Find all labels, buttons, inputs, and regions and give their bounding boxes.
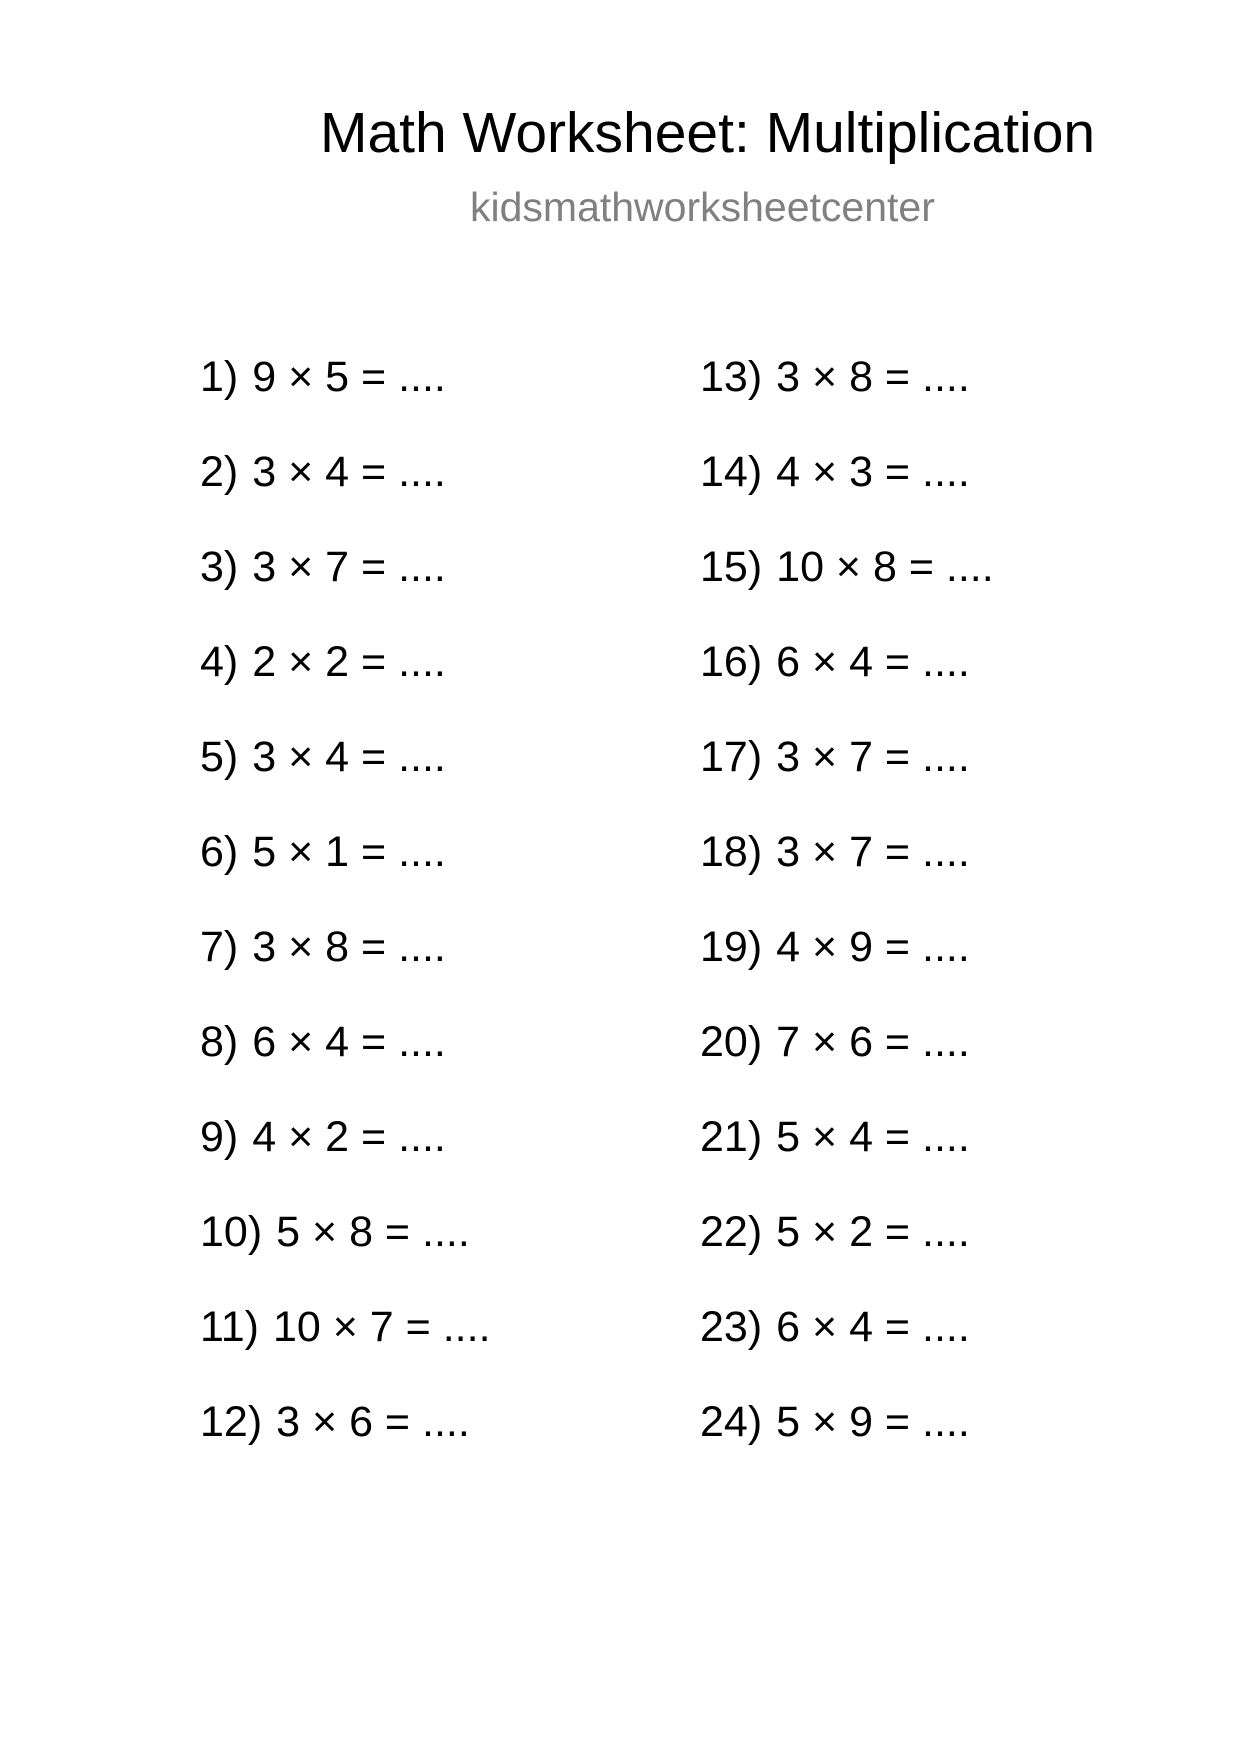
problem-15 (700, 538, 1160, 633)
problem-number: 22) (700, 1208, 763, 1256)
problem-number: 7) (200, 923, 239, 971)
problem-expression: 3 × 7 = .... (776, 828, 970, 876)
problem-8 (200, 1013, 660, 1108)
problem-2 (200, 443, 660, 538)
problem-21 (700, 1108, 1160, 1203)
problem-number: 18) (700, 828, 763, 876)
problem-expression: 4 × 3 = .... (776, 448, 970, 496)
problem-number: 17) (700, 733, 763, 781)
problem-expression: 5 × 9 = .... (776, 1398, 970, 1446)
worksheet-subtitle: kidsmathworksheetcenter (470, 184, 935, 230)
problem-expression: 3 × 7 = .... (776, 733, 970, 781)
problem-18 (700, 823, 1160, 918)
problem-number: 5) (200, 733, 239, 781)
problem-number: 8) (200, 1018, 239, 1066)
problem-expression: 3 × 7 = .... (252, 543, 446, 591)
problem-number: 1) (200, 353, 239, 401)
problem-expression: 10 × 8 = .... (776, 543, 994, 591)
problem-3 (200, 538, 660, 633)
problem-expression: 6 × 4 = .... (776, 638, 970, 686)
problem-column-right (700, 348, 1160, 1488)
problem-number: 4) (200, 638, 239, 686)
problem-number: 19) (700, 923, 763, 971)
problem-6 (200, 823, 660, 918)
problem-expression: 5 × 4 = .... (776, 1113, 970, 1161)
problem-expression: 3 × 4 = .... (252, 733, 446, 781)
problem-23 (700, 1298, 1160, 1393)
problem-13 (700, 348, 1160, 443)
problem-expression: 6 × 4 = .... (776, 1303, 970, 1351)
problem-10 (200, 1203, 660, 1298)
problem-16 (700, 633, 1160, 728)
problem-expression: 2 × 2 = .... (252, 638, 446, 686)
problem-number: 6) (200, 828, 239, 876)
problem-expression: 3 × 8 = .... (252, 923, 446, 971)
problem-expression: 4 × 2 = .... (252, 1113, 446, 1161)
problem-number: 12) (200, 1398, 263, 1446)
problem-17 (700, 728, 1160, 823)
problem-expression: 6 × 4 = .... (252, 1018, 446, 1066)
problem-5 (200, 728, 660, 823)
problem-7 (200, 918, 660, 1013)
problem-number: 16) (700, 638, 763, 686)
problem-expression: 10 × 7 = .... (272, 1303, 491, 1351)
problem-number: 3) (200, 543, 239, 591)
problem-column-left (200, 348, 660, 1488)
problem-11 (200, 1298, 660, 1393)
problem-number: 15) (700, 543, 763, 591)
problem-19 (700, 918, 1160, 1013)
problem-number: 21) (700, 1113, 763, 1161)
problem-expression: 4 × 9 = .... (776, 923, 970, 971)
problem-number: 14) (700, 448, 763, 496)
worksheet-title: Math Worksheet: Multiplication (320, 101, 1096, 165)
problem-expression: 5 × 8 = .... (276, 1208, 470, 1256)
problem-number: 11) (200, 1303, 259, 1351)
problem-12 (200, 1393, 660, 1488)
problem-number: 13) (700, 353, 763, 401)
problem-number: 10) (200, 1208, 263, 1256)
problem-14 (700, 443, 1160, 538)
problem-expression: 9 × 5 = .... (252, 353, 446, 401)
problem-1 (200, 348, 660, 443)
problem-expression: 5 × 2 = .... (776, 1208, 970, 1256)
problem-number: 9) (200, 1113, 239, 1161)
problem-expression: 3 × 6 = .... (276, 1398, 470, 1446)
problem-22 (700, 1203, 1160, 1298)
problem-expression: 3 × 4 = .... (252, 448, 446, 496)
problem-number: 20) (700, 1018, 763, 1066)
problem-9 (200, 1108, 660, 1203)
problem-24 (700, 1393, 1160, 1488)
problem-number: 2) (200, 448, 239, 496)
problem-number: 23) (700, 1303, 763, 1351)
problem-4 (200, 633, 660, 728)
problem-expression: 7 × 6 = .... (776, 1018, 970, 1066)
problem-expression: 5 × 1 = .... (252, 828, 446, 876)
problem-20 (700, 1013, 1160, 1108)
problem-number: 24) (700, 1398, 763, 1446)
problem-expression: 3 × 8 = .... (776, 353, 970, 401)
